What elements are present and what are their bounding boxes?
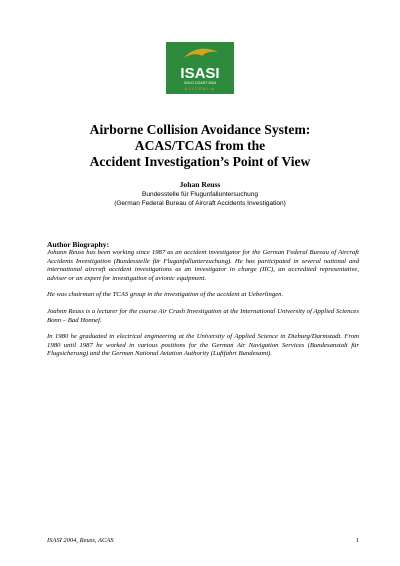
isasi-logo (166, 42, 234, 94)
title-line-1: Airborne Collision Avoidance System: (89, 122, 311, 137)
logo-subtitle-bottom: AUSTRALIA (184, 87, 216, 91)
page-number: 1 (355, 537, 359, 544)
author-affiliation-line-1: Bundesstelle für Flugunfalluntersuchung (142, 191, 258, 198)
footer-citation: ISASI 2004, Reuss, ACAS (47, 537, 114, 544)
title-line-2: ACAS/TCAS from the (134, 138, 266, 153)
author-affiliation-line-2: (German Federal Bureau of Aircraft Accidents Investigation) (114, 200, 286, 207)
author-name: Johan Reuss (179, 180, 221, 189)
biography-paragraph: Joahnn Reuss is a lecturer for the course Air Crash Investigation at the International University of Applied Sciences Bonn – Bad Honnef. (47, 307, 359, 324)
page-footer (47, 536, 359, 545)
isasi-logo-graphic (166, 42, 234, 94)
biography-paragraph: He was chairman of the TCAS group in the investigation of the accident at Ueberlingen. (47, 291, 284, 299)
biography-heading: Author Biography: (47, 240, 110, 249)
author-biography (47, 240, 359, 367)
biography-paragraph: Johann Reuss has been working since 1987 as an accident investigator for the German Federal Bureau of Aircraft Accidents Investigation (Bundesstelle für Fluganfallunterzuchung). He has participated in several national and international aircraft accident investigations as an investigator in charge (IIC), an accredited representative, adviser or an expert for investigation of avionic equipment. (47, 249, 359, 282)
title-line-3: Accident Investigation’s Point of View (89, 154, 311, 169)
author-block (40, 180, 360, 208)
biography-paragraph: In 1980 he graduated in electrical engineering at the University of Applied Science in Dieburg/Darmstadt. From 1980 until 1987 he worked in various positions for the German Air Navigation Services (Bundesanstalt für Flugsicherung) and the German National Aviation Authority (Luftfahrt Bundesamt). (47, 333, 359, 358)
logo-subtitle-top: GOLD COAST 2004 (183, 81, 217, 85)
document-title (40, 122, 360, 170)
logo-text: ISASI (180, 65, 220, 82)
